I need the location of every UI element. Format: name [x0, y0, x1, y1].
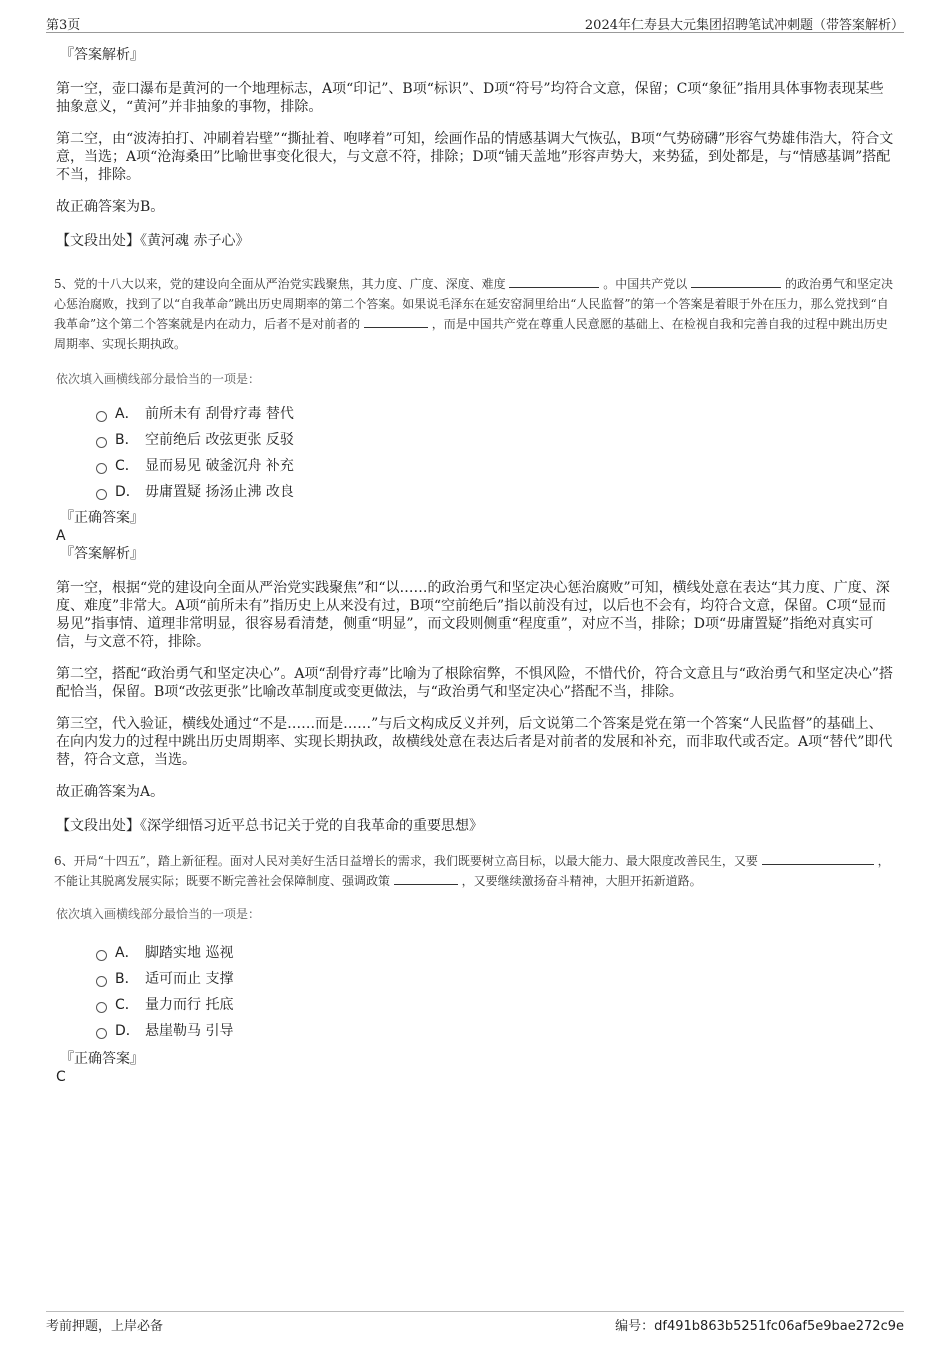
option-d[interactable]: D． 悬崖勒马 引导	[96, 1018, 896, 1044]
document-body	[56, 46, 896, 1086]
radio-icon[interactable]	[96, 437, 107, 448]
question-5-prompt: 依次填入画横线部分最恰当的一项是：	[56, 372, 261, 386]
correct-answer: A	[56, 528, 66, 544]
radio-icon[interactable]	[96, 976, 107, 987]
source-citation: 【文段出处】《深学细悟习近平总书记关于党的自我革命的重要思想》	[56, 818, 483, 834]
document-code: 编号：df491b863b5251fc06af5e9bae272c9e	[615, 1319, 904, 1334]
analysis-paragraph-1: 第一空，壶口瀑布是黄河的一个地理标志，A项“印记”、B项“标识”、D项“符号”均符合文意，保留；C项“象征”指用具体事物表现某些抽象意义，“黄河”并非抽象的事物，排除。	[56, 81, 884, 115]
fill-blank	[691, 275, 781, 288]
analysis-label: 『答案解析』	[60, 546, 144, 562]
question-6-prompt: 依次填入画横线部分最恰当的一项是：	[56, 907, 261, 921]
correct-answer-label: 『正确答案』	[60, 510, 144, 526]
option-c[interactable]: C． 量力而行 托底	[96, 992, 896, 1018]
page-header	[46, 12, 904, 33]
question-6-stem: 6、开局“十四五”，踏上新征程。面对人民对美好生活日益增长的需求，我们既要树立高目标，以最大能力、最大限度改善民生，又要 ，不能让其脱离发展实际；既要不断完善社会保障制度、强调政策 ，又要继续激扬奋斗精神，大胆开拓新道路。	[54, 854, 890, 888]
option-a[interactable]: A． 脚踏实地 巡视	[96, 940, 896, 966]
radio-icon[interactable]	[96, 1028, 107, 1039]
analysis-paragraph-3: 第三空，代入验证，横线处通过“不是……而是……”与后文构成反义并列，后文说第二个答案是党在第一个答案“人民监督”的基础上、在向内发力的过程中跳出历史周期率、实现长期执政，故横线处意在表达后者是对前者的发展和补充，而非取代或否定。A项“替代”即代替，符合文意，当选。	[56, 716, 893, 768]
question-5-stem: 5、党的十八大以来，党的建设向全面从严治党实践聚焦，其力度、广度、深度、难度 。中国共产党以 的政治勇气和坚定决心惩治腐败，找到了以“自我革命”跳出历史周期率的第二个答案。如果说毛泽东在延安窑洞里给出“人民监督”的第一个答案是着眼于外在压力，那么党找到“自我革命”这个第二个答案就是内在动力，后者不是对前者的 ，而是中国共产党在尊重人民意愿的基础上、在检视自我和完善自我的过程中跳出历史周期率、实现长期执政。	[54, 277, 893, 351]
option-b[interactable]: B． 空前绝后 改弦更张 反驳	[96, 427, 896, 453]
option-d[interactable]: D． 毋庸置疑 扬汤止沸 改良	[96, 479, 896, 505]
radio-icon[interactable]	[96, 411, 107, 422]
correct-answer-label: 『正确答案』	[60, 1051, 144, 1067]
fill-blank	[762, 852, 874, 865]
footer-slogan: 考前押题，上岸必备	[46, 1319, 164, 1334]
analysis-conclusion: 故正确答案为A。	[56, 784, 165, 800]
fill-blank	[394, 872, 458, 885]
option-c[interactable]: C． 显而易见 破釜沉舟 补充	[96, 453, 896, 479]
fill-blank	[364, 315, 428, 328]
question-5-options	[96, 401, 896, 505]
page-footer	[46, 1311, 904, 1336]
document-title: 2024年仁寿县大元集团招聘笔试冲刺题（带答案解析）	[584, 18, 904, 33]
radio-icon[interactable]	[96, 950, 107, 961]
question-6-options	[96, 940, 896, 1044]
fill-blank	[509, 275, 599, 288]
analysis-paragraph-2: 第二空，搭配“政治勇气和坚定决心”。A项“刮骨疗毒”比喻为了根除宿弊，不惧风险，不惜代价，符合文意且与“政治勇气和坚定决心”搭配恰当，保留。B项“改弦更张”比喻改革制度或变更做法，与“政治勇气和坚定决心”搭配不当，排除。	[56, 666, 894, 700]
analysis-label: 『答案解析』	[60, 47, 144, 63]
radio-icon[interactable]	[96, 489, 107, 500]
radio-icon[interactable]	[96, 1002, 107, 1013]
option-a[interactable]: A． 前所未有 刮骨疗毒 替代	[96, 401, 896, 427]
page-number: 第3页	[46, 18, 81, 33]
option-b[interactable]: B． 适可而止 支撑	[96, 966, 896, 992]
radio-icon[interactable]	[96, 463, 107, 474]
source-citation: 【文段出处】《黄河魂 赤子心》	[56, 233, 250, 249]
analysis-paragraph-1: 第一空，根据“党的建设向全面从严治党实践聚焦”和“以……的政治勇气和坚定决心惩治腐败”可知，横线处意在表达“其力度、广度、深度、难度”非常大。A项“前所未有”指历史上从来没有过，B项“空前绝后”指以前没有过，以后也不会有，均符合文意，保留。C项“显而易见”指事情、道理非常明显，很容易看清楚，侧重“明显”，而文段则侧重“程度重”，对应不当，排除；D项“毋庸置疑”指绝对真实可信，与文意不符，排除。	[56, 580, 890, 650]
analysis-paragraph-2: 第二空，由“波涛拍打、冲刷着岩壁”“撕扯着、咆哮着”可知，绘画作品的情感基调大气恢弘，B项“气势磅礴”形容气势雄伟浩大，符合文意，当选；A项“沧海桑田”比喻世事变化很大，与文意不符，排除；D项“铺天盖地”形容声势大，来势猛，到处都是，与“情感基调”搭配不当，排除。	[56, 131, 894, 183]
analysis-conclusion: 故正确答案为B。	[56, 199, 165, 215]
correct-answer: C	[56, 1069, 66, 1085]
